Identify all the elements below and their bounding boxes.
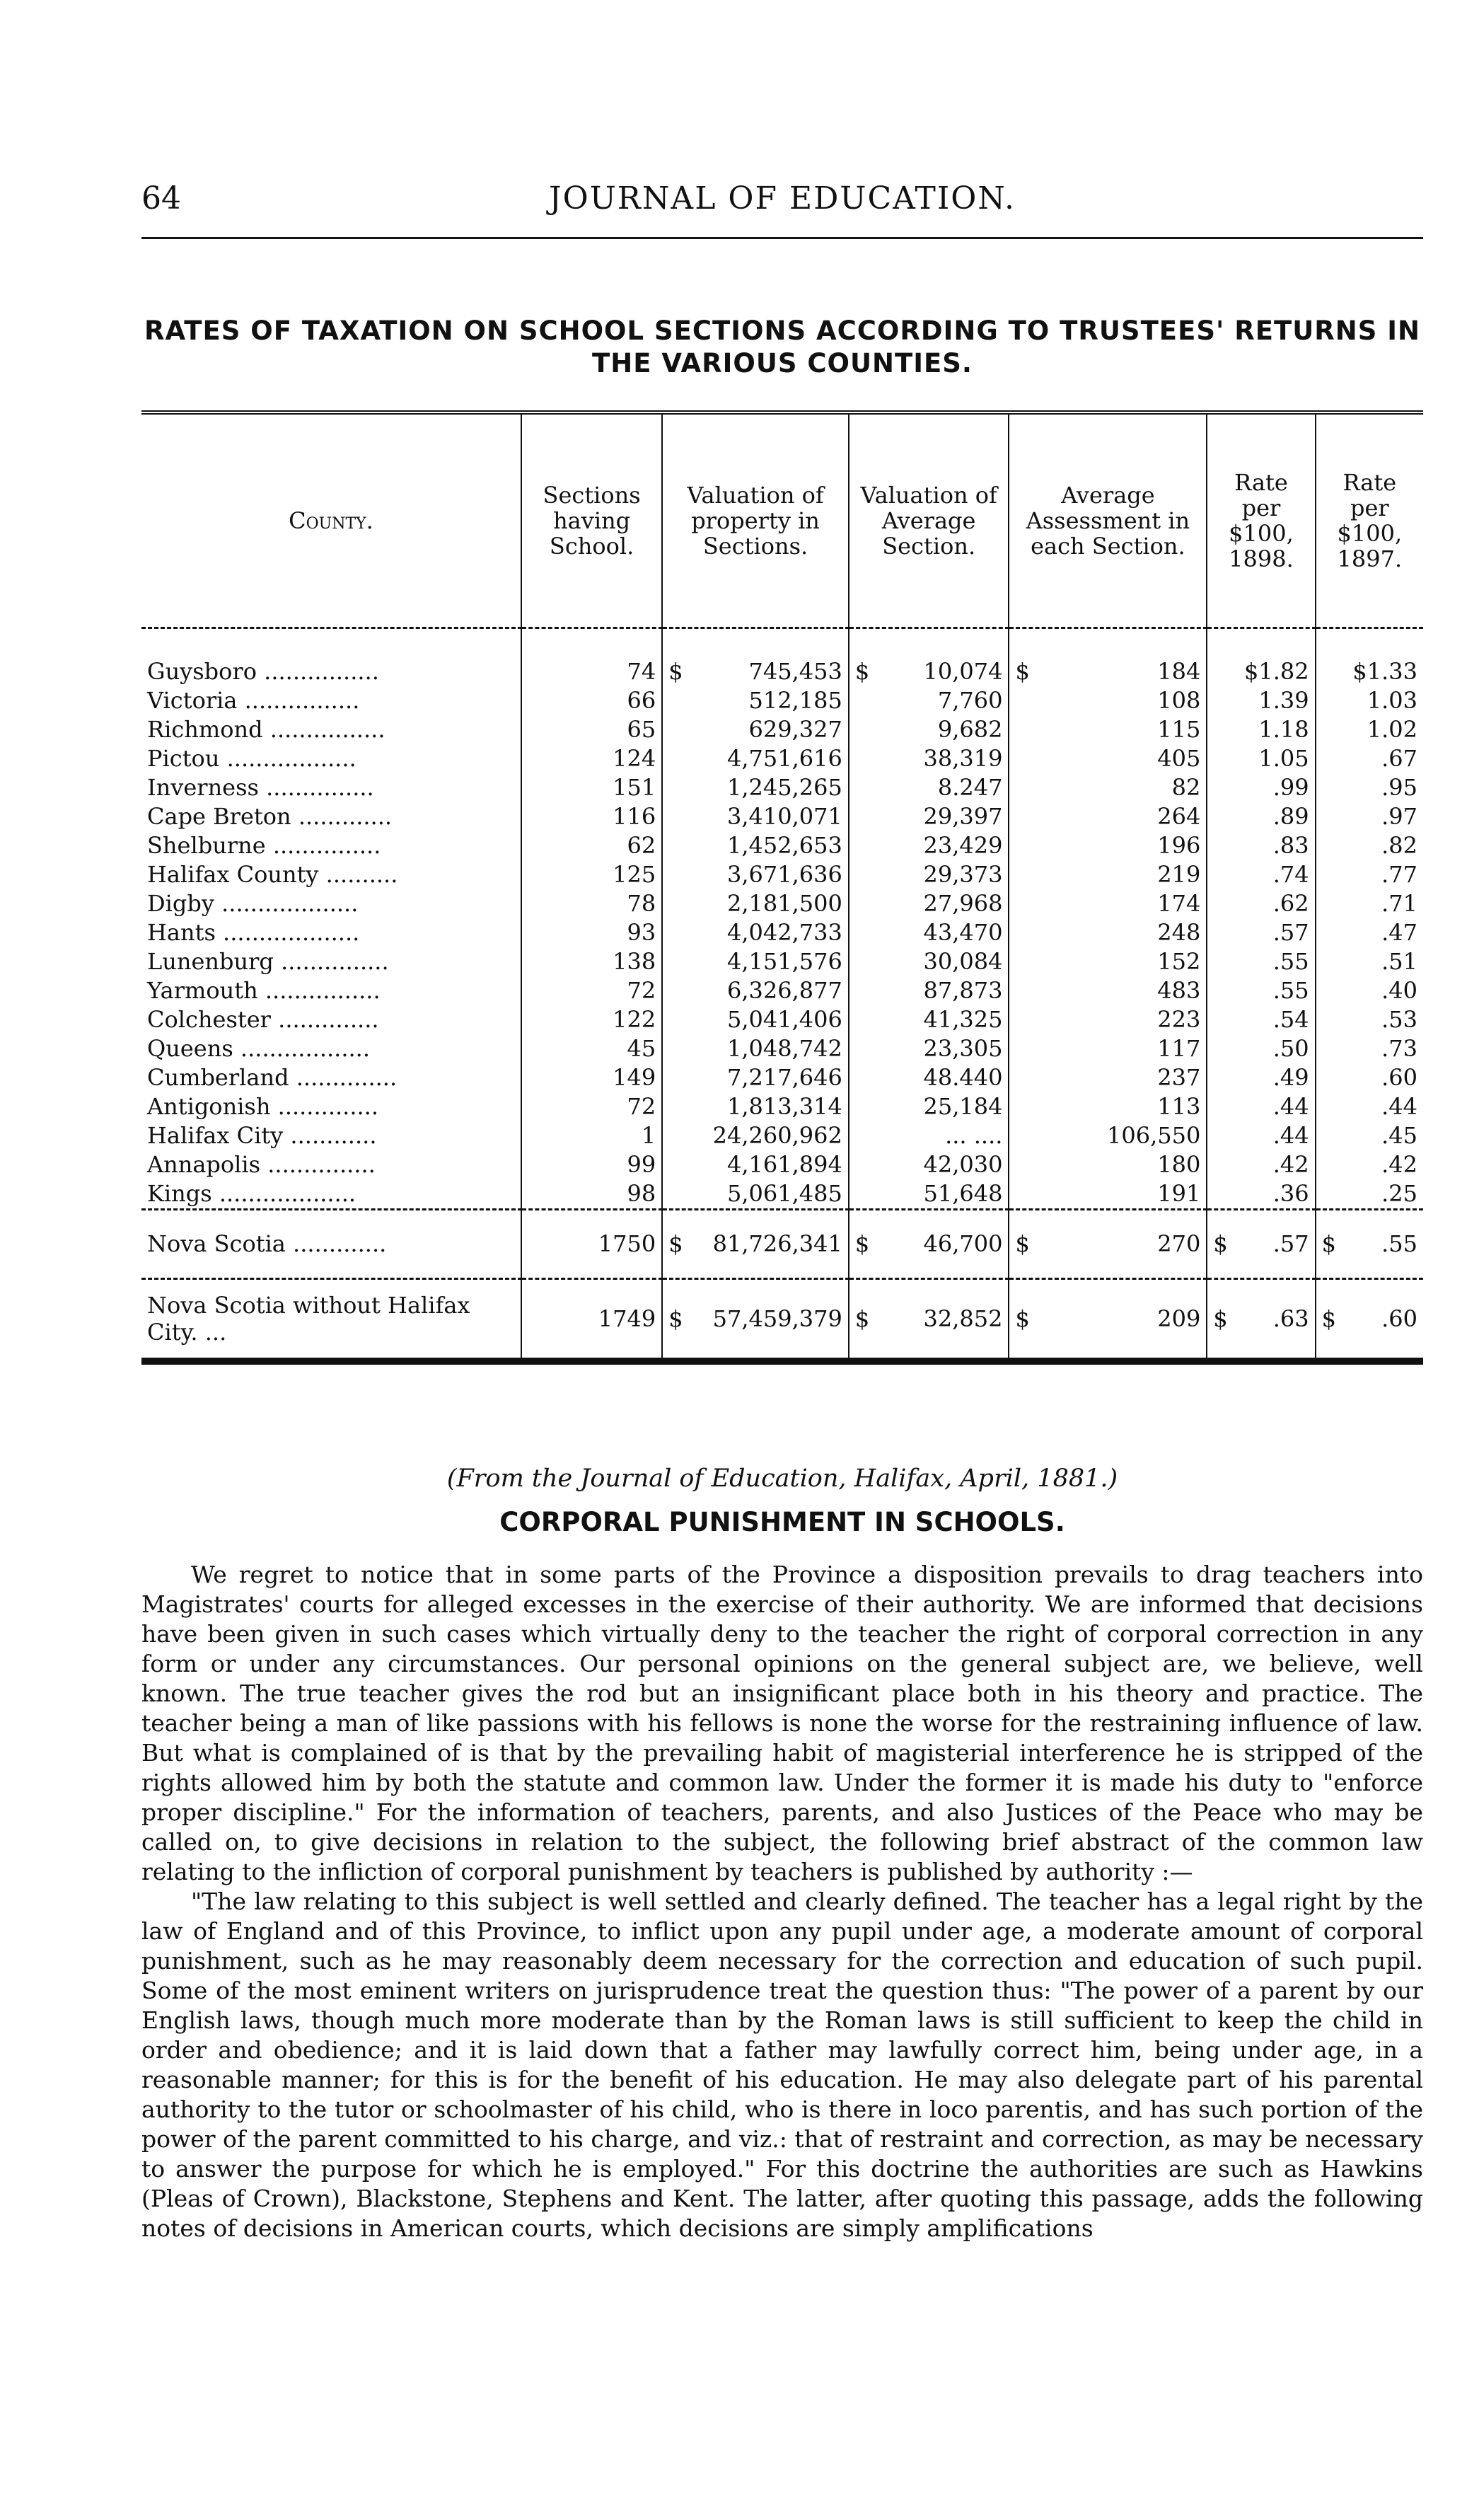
- value-cell: .89: [1207, 802, 1315, 831]
- value-cell: .44: [1316, 1092, 1423, 1121]
- value-cell: 23,429: [849, 831, 1009, 860]
- value-cell: .53: [1316, 1005, 1423, 1034]
- value-cell: 138: [521, 947, 662, 976]
- article-source: (From the Journal of Education, Halifax, April, 1881.): [446, 1464, 1118, 1493]
- value-cell: 5,041,406: [662, 1005, 849, 1034]
- table-row: [141, 1005, 1423, 1034]
- header-rule: [141, 237, 1423, 239]
- value-cell: 48.440: [849, 1063, 1009, 1092]
- value-cell: 124: [521, 744, 662, 773]
- value-cell: $ .63: [1207, 1279, 1315, 1362]
- county-cell: Annapolis ...............: [147, 1151, 376, 1178]
- value-cell: 78: [521, 889, 662, 918]
- column-header: Rate per $100, 1898.: [1207, 412, 1315, 628]
- value-cell: $ 10,074: [849, 628, 1009, 687]
- table-row: [141, 1150, 1423, 1179]
- value-cell: 6,326,877: [662, 976, 849, 1005]
- value-cell: 115: [1009, 715, 1207, 744]
- value-cell: .50: [1207, 1034, 1315, 1063]
- table-row: [141, 1034, 1423, 1063]
- value-cell: 99: [521, 1150, 662, 1179]
- value-cell: 1749: [521, 1279, 662, 1362]
- value-cell: .42: [1316, 1150, 1423, 1179]
- value-cell: 82: [1009, 773, 1207, 802]
- value-cell: 23,305: [849, 1034, 1009, 1063]
- value-cell: .44: [1207, 1121, 1315, 1150]
- value-cell: .55: [1207, 976, 1315, 1005]
- value-cell: 74: [521, 628, 662, 687]
- table-row: [141, 773, 1423, 802]
- table-row: [141, 1121, 1423, 1150]
- value-cell: 29,373: [849, 860, 1009, 889]
- value-cell: 248: [1009, 918, 1207, 947]
- county-cell: Victoria ................: [147, 687, 360, 714]
- value-cell: 7,217,646: [662, 1063, 849, 1092]
- value-cell: 151: [521, 773, 662, 802]
- value-cell: 106,550: [1009, 1121, 1207, 1150]
- value-cell: 223: [1009, 1005, 1207, 1034]
- value-cell: 87,873: [849, 976, 1009, 1005]
- value-cell: 4,042,733: [662, 918, 849, 947]
- value-cell: 27,968: [849, 889, 1009, 918]
- county-cell: Hants ...................: [147, 919, 360, 946]
- value-cell: $ 46,700: [849, 1210, 1009, 1279]
- value-cell: 25,184: [849, 1092, 1009, 1121]
- value-cell: 7,760: [849, 686, 1009, 715]
- value-cell: 1,813,314: [662, 1092, 849, 1121]
- table-row: [141, 715, 1423, 744]
- table-row: [141, 1279, 1423, 1362]
- value-cell: 1.18: [1207, 715, 1315, 744]
- value-cell: .99: [1207, 773, 1315, 802]
- value-cell: $ 270: [1009, 1210, 1207, 1279]
- value-cell: 41,325: [849, 1005, 1009, 1034]
- value-cell: ... ....: [849, 1121, 1009, 1150]
- value-cell: .42: [1207, 1150, 1315, 1179]
- value-cell: .44: [1207, 1092, 1315, 1121]
- value-cell: 1: [521, 1121, 662, 1150]
- value-cell: 629,327: [662, 715, 849, 744]
- county-cell: Yarmouth ................: [147, 977, 381, 1004]
- column-header: County.: [141, 412, 521, 628]
- value-cell: .82: [1316, 831, 1423, 860]
- county-cell: Richmond ................: [147, 716, 385, 743]
- value-cell: 3,671,636: [662, 860, 849, 889]
- value-cell: .74: [1207, 860, 1315, 889]
- value-cell: 152: [1009, 947, 1207, 976]
- value-cell: .57: [1207, 918, 1315, 947]
- value-cell: 483: [1009, 976, 1207, 1005]
- table-title: RATES OF TAXATION ON SCHOOL SECTIONS ACCORDING TO TRUSTEES' RETURNS IN THE VARIOUS COUNTIES.: [144, 316, 1420, 378]
- value-cell: 72: [521, 1092, 662, 1121]
- value-cell: $ .57: [1207, 1210, 1315, 1279]
- journal-title: JOURNAL OF EDUCATION.: [549, 180, 1016, 216]
- value-cell: 29,397: [849, 802, 1009, 831]
- value-cell: 122: [521, 1005, 662, 1034]
- county-cell: Cumberland ..............: [147, 1064, 398, 1091]
- value-cell: .77: [1316, 860, 1423, 889]
- value-cell: 3,410,071: [662, 802, 849, 831]
- value-cell: $ 745,453: [662, 628, 849, 687]
- value-cell: $ 81,726,341: [662, 1210, 849, 1279]
- column-header: Valuation of property in Sections.: [662, 412, 849, 628]
- column-header: Average Assessment in each Section.: [1009, 412, 1207, 628]
- table-row: [141, 802, 1423, 831]
- value-cell: 4,151,576: [662, 947, 849, 976]
- table-row: [141, 744, 1423, 773]
- value-cell: 5,061,485: [662, 1179, 849, 1210]
- value-cell: .83: [1207, 831, 1315, 860]
- value-cell: 117: [1009, 1034, 1207, 1063]
- value-cell: 4,161,894: [662, 1150, 849, 1179]
- county-cell: Antigonish ..............: [147, 1093, 379, 1120]
- value-cell: .49: [1207, 1063, 1315, 1092]
- value-cell: .54: [1207, 1005, 1315, 1034]
- value-cell: .60: [1316, 1063, 1423, 1092]
- table-row: [141, 976, 1423, 1005]
- value-cell: 108: [1009, 686, 1207, 715]
- table-row: [141, 686, 1423, 715]
- table-row: [141, 1210, 1423, 1279]
- value-cell: 8.247: [849, 773, 1009, 802]
- value-cell: 42,030: [849, 1150, 1009, 1179]
- value-cell: $1.82: [1207, 628, 1315, 687]
- value-cell: .71: [1316, 889, 1423, 918]
- paragraph: "The law relating to this subject is well settled and clearly defined. The teacher has a legal right by the law of England and of this Province, to inflict upon any pupil under age, a moderate amount of corporal punishment, such as he may reasonably deem necessary for the correction and education of such pupil. Some of the most eminent writers on jurisprudence treat the question thus: "The power of a parent by our English laws, though much more moderate than by the Roman laws is still sufficient to keep the child in order and obedience; and it is laid down that a father may lawfully correct him, being under age, in a reasonable manner; for this is for the benefit of his education. He may also delegate part of his parental authority to the tutor or schoolmaster of his child, who is there in loco parentis, and has such portion of the power of the parent committed to his charge, and viz.: that of restraint and correction, as may be necessary to answer the purpose for which he is employed." For this doctrine the authorities are such as Hawkins (Pleas of Crown), Blackstone, Stephens and Kent. The latter, after quoting this passage, adds the following notes of decisions in American courts, which decisions are simply amplifications: [141, 1888, 1423, 2242]
- value-cell: $ 209: [1009, 1279, 1207, 1362]
- value-cell: 65: [521, 715, 662, 744]
- county-cell: Pictou ..................: [147, 745, 356, 772]
- county-cell: Inverness ...............: [147, 774, 374, 801]
- value-cell: 62: [521, 831, 662, 860]
- county-cell: Lunenburg ...............: [147, 948, 389, 975]
- table-row: [141, 628, 1423, 687]
- value-cell: .95: [1316, 773, 1423, 802]
- value-cell: $ .55: [1316, 1210, 1423, 1279]
- value-cell: 512,185: [662, 686, 849, 715]
- value-cell: 45: [521, 1034, 662, 1063]
- value-cell: 66: [521, 686, 662, 715]
- county-cell: Digby ...................: [147, 890, 359, 917]
- running-header: [141, 180, 1423, 223]
- value-cell: 93: [521, 918, 662, 947]
- article-body: [141, 1560, 1423, 2243]
- value-cell: 191: [1009, 1179, 1207, 1210]
- value-cell: 113: [1009, 1092, 1207, 1121]
- value-cell: .45: [1316, 1121, 1423, 1150]
- value-cell: .40: [1316, 976, 1423, 1005]
- table-row: [141, 918, 1423, 947]
- value-cell: 1,245,265: [662, 773, 849, 802]
- table-row: [141, 947, 1423, 976]
- table-row: [141, 860, 1423, 889]
- value-cell: .47: [1316, 918, 1423, 947]
- value-cell: .55: [1207, 947, 1315, 976]
- value-cell: .25: [1316, 1179, 1423, 1210]
- page-number: 64: [141, 180, 181, 216]
- value-cell: .73: [1316, 1034, 1423, 1063]
- value-cell: 149: [521, 1063, 662, 1092]
- value-cell: 237: [1009, 1063, 1207, 1092]
- column-header: Rate per $100, 1897.: [1316, 412, 1423, 628]
- value-cell: .67: [1316, 744, 1423, 773]
- county-cell: Halifax County ..........: [147, 861, 398, 888]
- taxation-table: [141, 410, 1423, 1365]
- article-heading: CORPORAL PUNISHMENT IN SCHOOLS.: [499, 1507, 1065, 1537]
- value-cell: 30,084: [849, 947, 1009, 976]
- value-cell: .36: [1207, 1179, 1315, 1210]
- value-cell: $ 57,459,379: [662, 1279, 849, 1362]
- table-row: [141, 1092, 1423, 1121]
- value-cell: 1.39: [1207, 686, 1315, 715]
- county-cell: Cape Breton .............: [147, 803, 393, 830]
- value-cell: 2,181,500: [662, 889, 849, 918]
- value-cell: 1.05: [1207, 744, 1315, 773]
- column-header: Sections having School.: [521, 412, 662, 628]
- value-cell: 72: [521, 976, 662, 1005]
- table-row: [141, 1063, 1423, 1092]
- county-cell: Kings ...................: [147, 1180, 356, 1207]
- column-header: Valuation of Average Section.: [849, 412, 1009, 628]
- value-cell: 1,048,742: [662, 1034, 849, 1063]
- value-cell: 125: [521, 860, 662, 889]
- county-cell: Queens ..................: [147, 1035, 371, 1062]
- value-cell: 405: [1009, 744, 1207, 773]
- value-cell: $ 184: [1009, 628, 1207, 687]
- value-cell: .62: [1207, 889, 1315, 918]
- value-cell: $ 32,852: [849, 1279, 1009, 1362]
- value-cell: 4,751,616: [662, 744, 849, 773]
- table-row: [141, 889, 1423, 918]
- county-cell: Colchester ..............: [147, 1006, 379, 1033]
- value-cell: .51: [1316, 947, 1423, 976]
- value-cell: 1750: [521, 1210, 662, 1279]
- county-cell: Halifax City ............: [147, 1122, 377, 1149]
- county-cell: Nova Scotia .............: [141, 1210, 521, 1279]
- value-cell: 219: [1009, 860, 1207, 889]
- table-row: [141, 1179, 1423, 1210]
- value-cell: 98: [521, 1179, 662, 1210]
- value-cell: 116: [521, 802, 662, 831]
- value-cell: 43,470: [849, 918, 1009, 947]
- county-cell: Guysboro ................: [147, 658, 379, 685]
- value-cell: $1.33: [1316, 628, 1423, 687]
- county-cell: Nova Scotia without Halifax City. ...: [141, 1279, 521, 1362]
- value-cell: 24,260,962: [662, 1121, 849, 1150]
- value-cell: 9,682: [849, 715, 1009, 744]
- value-cell: 1,452,653: [662, 831, 849, 860]
- value-cell: $ .60: [1316, 1279, 1423, 1362]
- value-cell: 1.02: [1316, 715, 1423, 744]
- value-cell: 264: [1009, 802, 1207, 831]
- paragraph: We regret to notice that in some parts of the Province a disposition prevails to drag teachers into Magistrates' courts for alleged excesses in the exercise of their authority. We are informed that decisions have been given in such cases which virtually deny to the teacher the right of corporal correction in any form or under any circumstances. Our personal opinions on the general subject are, we believe, well known. The true teacher gives the rod but an insignificant place both in his theory and practice. The teacher being a man of like passions with his fellows is none the worse for the restraining influence of law. But what is complained of is that by the prevailing habit of magisterial interference he is stripped of the rights allowed him by both the statute and common law. Under the former it is made his duty to "enforce proper discipline." For the information of teachers, parents, and also Justices of the Peace who may be called on, to give decisions in relation to the subject, the following brief abstract of the common law relating to the infliction of corporal punishment by teachers is published by authority :—: [141, 1561, 1423, 1885]
- value-cell: 1.03: [1316, 686, 1423, 715]
- table-row: [141, 831, 1423, 860]
- value-cell: 174: [1009, 889, 1207, 918]
- value-cell: .97: [1316, 802, 1423, 831]
- value-cell: 51,648: [849, 1179, 1009, 1210]
- value-cell: 38,319: [849, 744, 1009, 773]
- value-cell: 196: [1009, 831, 1207, 860]
- value-cell: 180: [1009, 1150, 1207, 1179]
- county-cell: Shelburne ...............: [147, 832, 381, 859]
